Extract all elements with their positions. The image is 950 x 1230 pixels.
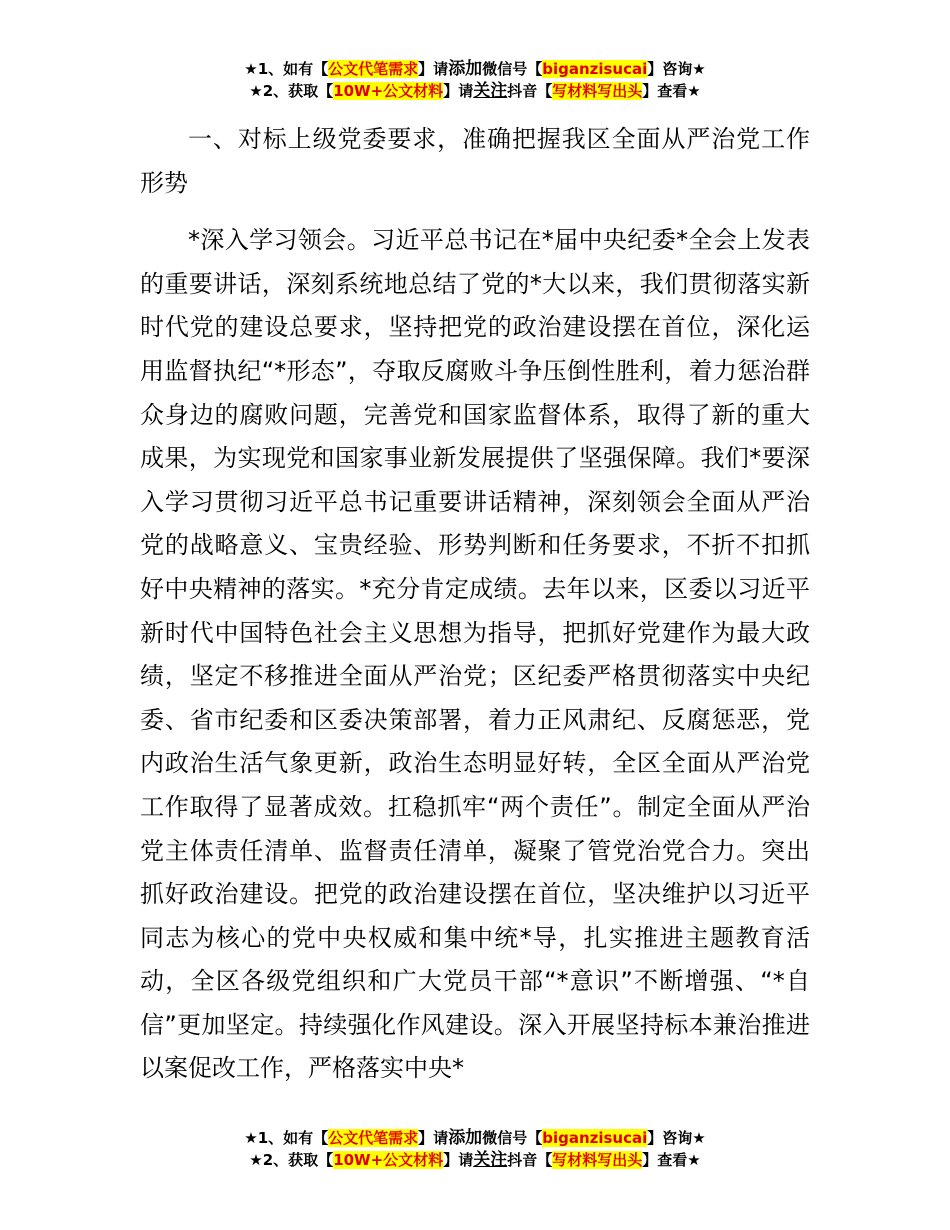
banner-emphasis: 关注 <box>473 1150 508 1170</box>
banner-text: 抖音【 <box>507 82 553 100</box>
banner-line-1 <box>0 58 950 80</box>
banner-text: 微信号【 <box>482 1129 543 1147</box>
banner-text: 】查看★ <box>642 82 701 100</box>
banner-emphasis: 关注 <box>473 81 508 101</box>
banner-line-1 <box>0 1127 950 1149</box>
banner-emphasis: 添加 <box>448 1128 483 1148</box>
banner-line-2 <box>0 80 950 102</box>
highlight-douyin-account: 写材料写出头 <box>552 1151 643 1169</box>
banner-text: 】咨询★ <box>647 60 706 78</box>
banner-text: ★1、如有【 <box>244 60 329 78</box>
banner-text: ★2、获取【 <box>249 1151 334 1169</box>
highlight-douyin-account: 写材料写出头 <box>552 82 643 100</box>
banner-text: 微信号【 <box>482 60 543 78</box>
header-banner <box>0 58 950 102</box>
highlight-service: 公文代笔需求 <box>328 1129 419 1147</box>
document-body <box>140 118 810 1091</box>
banner-text: ★1、如有【 <box>244 1129 329 1147</box>
banner-emphasis: 添加 <box>448 59 483 79</box>
body-paragraph: *深入学习领会。习近平总书记在*届中央纪委*全会上发表的重要讲话，深刻系统地总结了党的*大以来，我们贯彻落实新时代党的建设总要求，坚持把党的政治建设摆在首位，深化运用监督执纪“*形态”，夺取反腐败斗争压倒性胜利，着力惩治群众身边的腐败问题，完善党和国家监督体系，取得了新的重大成果，为实现党和国家事业新发展提供了坚强保障。我们*要深入学习贯彻习近平总书记重要讲话精神，深刻领会全面从严治党的战略意义、宝贵经验、形势判断和任务要求，不折不扣抓好中央精神的落实。*充分肯定成绩。去年以来，区委以习近平新时代中国特色社会主义思想为指导，把抓好党建作为最大政绩，坚定不移推进全面从严治党；区纪委严格贯彻落实中央纪委、省市纪委和区委决策部署，着力正风肃纪、反腐惩恶，党内政治生活气象更新，政治生态明显好转，全区全面从严治党工作取得了显著成效。扛稳抓牢“两个责任”。制定全面从严治党主体责任清单、监督责任清单，凝聚了管党治党合力。突出抓好政治建设。把党的政治建设摆在首位，坚决维护以习近平同志为核心的党中央权威和集中统*导，扎实推进主题教育活动，全区各级党组织和广大党员干部“*意识”不断增强、“*自信”更加坚定。持续强化作风建设。深入开展坚持标本兼治推进以案促改工作，严格落实中央* <box>140 226 810 1083</box>
banner-text: ★2、获取【 <box>249 82 334 100</box>
highlight-service: 公文代笔需求 <box>328 60 419 78</box>
banner-text: 】查看★ <box>642 1151 701 1169</box>
highlight-materials: 10W+公文材料 <box>333 1151 444 1169</box>
highlight-materials: 10W+公文材料 <box>333 82 444 100</box>
banner-text: 抖音【 <box>507 1151 553 1169</box>
banner-line-2 <box>0 1149 950 1171</box>
banner-text: 】请 <box>418 1129 449 1147</box>
banner-text: 】咨询★ <box>647 1129 706 1147</box>
highlight-wechat-id: biganzisucai <box>542 1129 648 1147</box>
section-heading: 一、对标上级党委要求，准确把握我区全面从严治党工作形势 <box>140 125 810 197</box>
banner-text: 】请 <box>443 1151 474 1169</box>
banner-text: 】请 <box>443 82 474 100</box>
highlight-wechat-id: biganzisucai <box>542 60 648 78</box>
footer-banner <box>0 1127 950 1171</box>
banner-text: 】请 <box>418 60 449 78</box>
